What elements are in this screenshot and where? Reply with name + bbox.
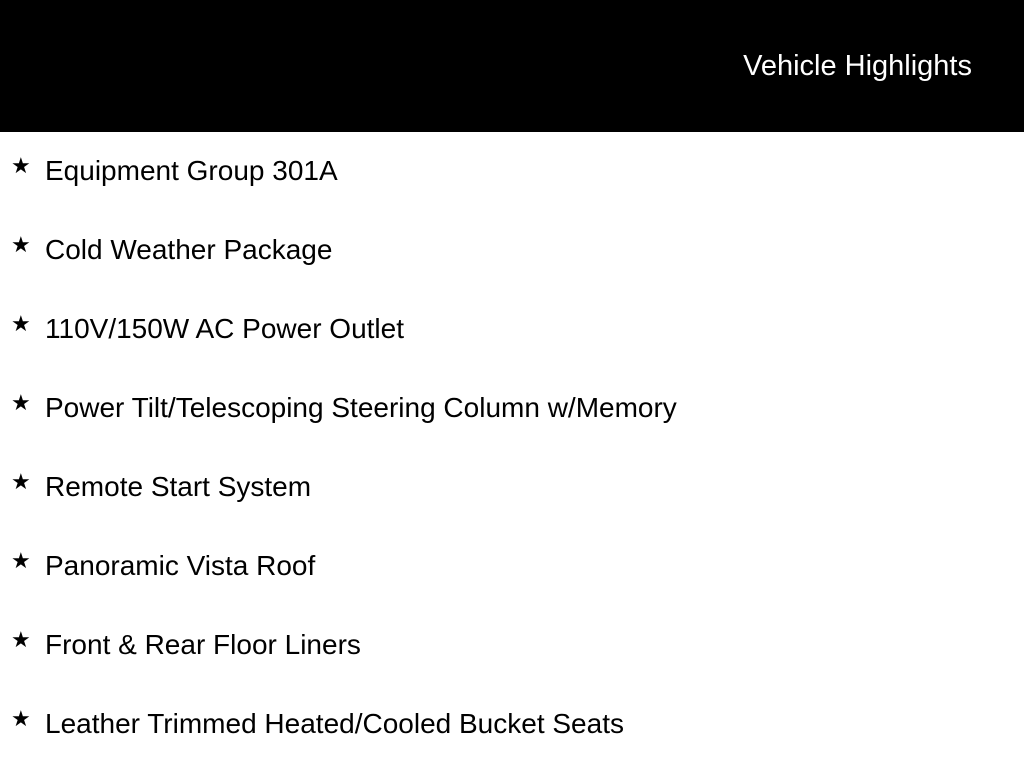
list-item-label: Power Tilt/Telescoping Steering Column w/Memory [45,392,677,423]
list-item-label: Leather Trimmed Heated/Cooled Bucket Seats [45,708,624,739]
header-bar [0,0,1024,132]
list-item [0,527,1024,606]
list-item [0,448,1024,527]
list-item [0,606,1024,685]
list-item [0,290,1024,369]
list-item-label: 110V/150W AC Power Outlet [45,313,404,344]
star-icon: ★ [11,233,31,258]
list-item-label: Front & Rear Floor Liners [45,629,361,660]
list-item [0,132,1024,211]
highlights-list [0,132,1024,768]
list-item [0,685,1024,764]
star-icon: ★ [11,312,31,337]
page-title: Vehicle Highlights [743,50,972,82]
star-icon: ★ [11,470,31,495]
list-item [0,369,1024,448]
star-icon: ★ [11,154,31,179]
star-icon: ★ [11,391,31,416]
list-item [0,211,1024,290]
star-icon: ★ [11,707,31,732]
list-item-label: Remote Start System [45,471,312,502]
star-icon: ★ [11,549,31,574]
star-icon: ★ [11,628,31,653]
list-item-label: Panoramic Vista Roof [45,550,316,581]
list-item-label: Equipment Group 301A [45,155,338,186]
list-item-label: Cold Weather Package [45,234,333,265]
